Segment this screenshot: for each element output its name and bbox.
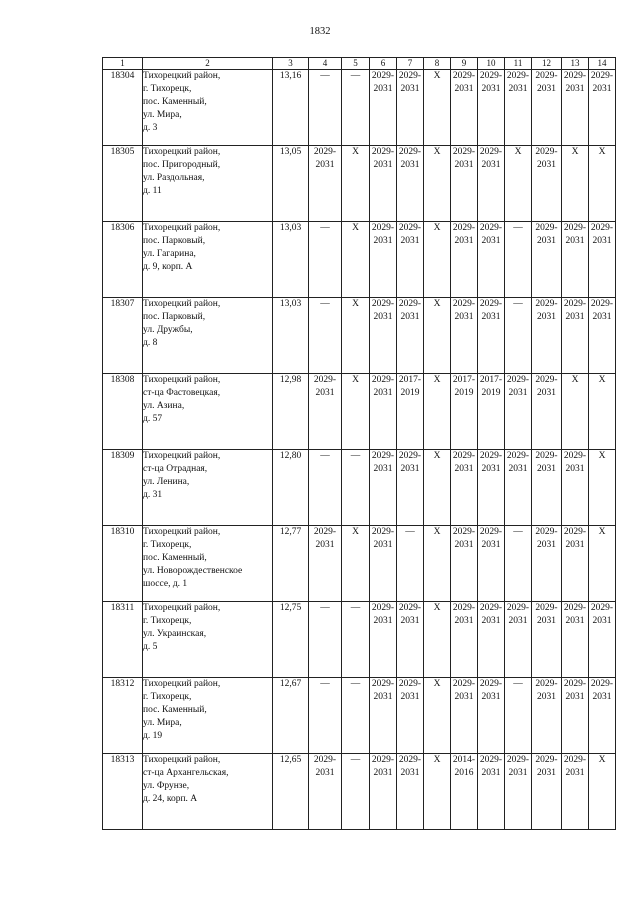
value-cell: 13,16	[273, 70, 309, 146]
period-cell: 2029- 2031	[397, 754, 424, 830]
value-cell: 13,03	[273, 222, 309, 298]
period-cell: 2029- 2031	[589, 222, 616, 298]
period-cell: X	[424, 754, 451, 830]
table-row	[103, 754, 616, 830]
period-cell: 2029- 2031	[397, 602, 424, 678]
column-number-8: 8	[424, 58, 451, 70]
header-row	[103, 58, 616, 70]
period-cell: 2029- 2031	[478, 602, 505, 678]
period-cell: —	[309, 298, 342, 374]
period-cell: 2029- 2031	[478, 70, 505, 146]
period-cell: X	[589, 754, 616, 830]
value-cell: 12,75	[273, 602, 309, 678]
period-cell: X	[342, 222, 370, 298]
column-number-7: 7	[397, 58, 424, 70]
address-cell: Тихорецкий район, ст-ца Отрадная, ул. Ленина, д. 31	[143, 450, 273, 526]
period-cell: 2029- 2031	[370, 602, 397, 678]
period-cell: 2029- 2031	[589, 678, 616, 754]
period-cell: 2029- 2031	[370, 222, 397, 298]
column-number-3: 3	[273, 58, 309, 70]
period-cell: 2029- 2031	[562, 70, 589, 146]
value-cell: 12,65	[273, 754, 309, 830]
period-cell: X	[342, 374, 370, 450]
period-cell: 2029- 2031	[478, 298, 505, 374]
period-cell: 2029- 2031	[478, 222, 505, 298]
address-cell: Тихорецкий район, пос. Парковый, ул. Гагарина, д. 9, корп. А	[143, 222, 273, 298]
page-number: 1832	[309, 26, 331, 37]
period-cell: 2029- 2031	[370, 146, 397, 222]
period-cell: X	[589, 526, 616, 602]
period-cell: 2029- 2031	[532, 602, 562, 678]
period-cell: 2029- 2031	[532, 222, 562, 298]
value-cell: 12,80	[273, 450, 309, 526]
period-cell: 2029- 2031	[562, 222, 589, 298]
period-cell: —	[342, 678, 370, 754]
column-number-11: 11	[505, 58, 532, 70]
column-number-6: 6	[370, 58, 397, 70]
column-number-4: 4	[309, 58, 342, 70]
record-number-cell: 18305	[103, 146, 143, 222]
table-row	[103, 146, 616, 222]
period-cell: 2029- 2031	[532, 298, 562, 374]
period-cell: 2029- 2031	[451, 526, 478, 602]
table-row	[103, 450, 616, 526]
period-cell: 2029- 2031	[589, 602, 616, 678]
period-cell: 2029- 2031	[309, 754, 342, 830]
address-cell: Тихорецкий район, г. Тихорецк, пос. Каменный, ул. Мира, д. 3	[143, 70, 273, 146]
period-cell: —	[505, 678, 532, 754]
period-cell: 2029- 2031	[370, 754, 397, 830]
record-number-cell: 18307	[103, 298, 143, 374]
address-cell: Тихорецкий район, г. Тихорецк, пос. Каменный, ул. Мира, д. 19	[143, 678, 273, 754]
period-cell: 2029- 2031	[397, 678, 424, 754]
address-cell: Тихорецкий район, г. Тихорецк, пос. Каменный, ул. Новорождественское шоссе, д. 1	[143, 526, 273, 602]
period-cell: 2017- 2019	[397, 374, 424, 450]
address-cell: Тихорецкий район, пос. Парковый, ул. Дружбы, д. 8	[143, 298, 273, 374]
table-row	[103, 222, 616, 298]
period-cell: —	[397, 526, 424, 602]
period-cell: X	[424, 678, 451, 754]
period-cell: X	[342, 526, 370, 602]
period-cell: 2029- 2031	[505, 602, 532, 678]
period-cell: X	[424, 450, 451, 526]
period-cell: 2029- 2031	[589, 70, 616, 146]
period-cell: 2029- 2031	[505, 450, 532, 526]
period-cell: 2029- 2031	[397, 70, 424, 146]
value-cell: 13,05	[273, 146, 309, 222]
period-cell: 2029- 2031	[309, 146, 342, 222]
period-cell: 2029- 2031	[370, 374, 397, 450]
column-number-13: 13	[562, 58, 589, 70]
period-cell: 2029- 2031	[370, 70, 397, 146]
period-cell: 2029- 2031	[478, 526, 505, 602]
table-row	[103, 526, 616, 602]
period-cell: 2029- 2031	[451, 70, 478, 146]
period-cell: X	[424, 526, 451, 602]
table-row	[103, 298, 616, 374]
column-number-9: 9	[451, 58, 478, 70]
value-cell: 12,98	[273, 374, 309, 450]
period-cell: 2029- 2031	[370, 298, 397, 374]
record-number-cell: 18312	[103, 678, 143, 754]
period-cell: 2029- 2031	[478, 754, 505, 830]
period-cell: X	[342, 298, 370, 374]
period-cell: 2029- 2031	[532, 146, 562, 222]
period-cell: 2029- 2031	[562, 602, 589, 678]
period-cell: 2029- 2031	[505, 70, 532, 146]
record-number-cell: 18310	[103, 526, 143, 602]
period-cell: 2029- 2031	[370, 678, 397, 754]
period-cell: 2029- 2031	[478, 146, 505, 222]
period-cell: X	[505, 146, 532, 222]
record-number-cell: 18309	[103, 450, 143, 526]
period-cell: 2029- 2031	[451, 298, 478, 374]
period-cell: 2029- 2031	[397, 146, 424, 222]
value-cell: 13,03	[273, 298, 309, 374]
period-cell: X	[589, 450, 616, 526]
period-cell: —	[505, 526, 532, 602]
period-cell: 2029- 2031	[532, 450, 562, 526]
period-cell: 2029- 2031	[562, 450, 589, 526]
record-number-cell: 18313	[103, 754, 143, 830]
period-cell: X	[424, 298, 451, 374]
period-cell: 2029- 2031	[505, 374, 532, 450]
period-cell: 2017- 2019	[478, 374, 505, 450]
record-number-cell: 18308	[103, 374, 143, 450]
period-cell: 2029- 2031	[562, 754, 589, 830]
address-cell: Тихорецкий район, ст-ца Фастовецкая, ул. Азина, д. 57	[143, 374, 273, 450]
period-cell: X	[424, 70, 451, 146]
period-cell: 2029- 2031	[562, 298, 589, 374]
period-cell: X	[589, 374, 616, 450]
period-cell: 2029- 2031	[589, 298, 616, 374]
period-cell: 2029- 2031	[397, 298, 424, 374]
period-cell: 2014- 2016	[451, 754, 478, 830]
period-cell: 2029- 2031	[505, 754, 532, 830]
period-cell: 2029- 2031	[478, 678, 505, 754]
period-cell: 2029- 2031	[397, 222, 424, 298]
period-cell: 2029- 2031	[370, 450, 397, 526]
column-number-12: 12	[532, 58, 562, 70]
period-cell: 2029- 2031	[451, 222, 478, 298]
record-number-cell: 18306	[103, 222, 143, 298]
address-cell: Тихорецкий район, пос. Пригородный, ул. Раздольная, д. 11	[143, 146, 273, 222]
period-cell: 2029- 2031	[451, 678, 478, 754]
column-number-1: 1	[103, 58, 143, 70]
period-cell: —	[309, 450, 342, 526]
table-row	[103, 602, 616, 678]
column-number-10: 10	[478, 58, 505, 70]
table-row	[103, 678, 616, 754]
period-cell: —	[309, 222, 342, 298]
period-cell: —	[309, 602, 342, 678]
period-cell: 2029- 2031	[562, 526, 589, 602]
address-cell: Тихорецкий район, ст-ца Архангельская, ул. Фрунзе, д. 24, корп. А	[143, 754, 273, 830]
period-cell: 2029- 2031	[451, 602, 478, 678]
period-cell: 2029- 2031	[370, 526, 397, 602]
column-number-5: 5	[342, 58, 370, 70]
period-cell: 2029- 2031	[478, 450, 505, 526]
address-cell: Тихорецкий район, г. Тихорецк, ул. Украинская, д. 5	[143, 602, 273, 678]
value-cell: 12,67	[273, 678, 309, 754]
table-row	[103, 70, 616, 146]
period-cell: —	[309, 70, 342, 146]
period-cell: —	[505, 222, 532, 298]
record-number-cell: 18304	[103, 70, 143, 146]
period-cell: —	[342, 450, 370, 526]
period-cell: 2029- 2031	[532, 754, 562, 830]
column-number-2: 2	[143, 58, 273, 70]
period-cell: X	[589, 146, 616, 222]
period-cell: 2029- 2031	[562, 678, 589, 754]
period-cell: 2029- 2031	[309, 526, 342, 602]
period-cell: X	[424, 222, 451, 298]
period-cell: 2029- 2031	[451, 146, 478, 222]
value-cell: 12,77	[273, 526, 309, 602]
period-cell: 2029- 2031	[532, 678, 562, 754]
period-cell: 2029- 2031	[532, 374, 562, 450]
period-cell: —	[309, 678, 342, 754]
register-table	[102, 57, 616, 830]
period-cell: X	[424, 146, 451, 222]
period-cell: X	[562, 146, 589, 222]
period-cell: 2029- 2031	[451, 450, 478, 526]
period-cell: 2029- 2031	[532, 70, 562, 146]
period-cell: —	[342, 70, 370, 146]
period-cell: —	[505, 298, 532, 374]
period-cell: X	[562, 374, 589, 450]
period-cell: X	[424, 374, 451, 450]
record-number-cell: 18311	[103, 602, 143, 678]
period-cell: X	[424, 602, 451, 678]
period-cell: —	[342, 602, 370, 678]
period-cell: 2029- 2031	[532, 526, 562, 602]
column-number-14: 14	[589, 58, 616, 70]
period-cell: 2029- 2031	[309, 374, 342, 450]
period-cell: —	[342, 754, 370, 830]
period-cell: 2017- 2019	[451, 374, 478, 450]
period-cell: X	[342, 146, 370, 222]
table-row	[103, 374, 616, 450]
table-body	[103, 70, 616, 830]
period-cell: 2029- 2031	[397, 450, 424, 526]
